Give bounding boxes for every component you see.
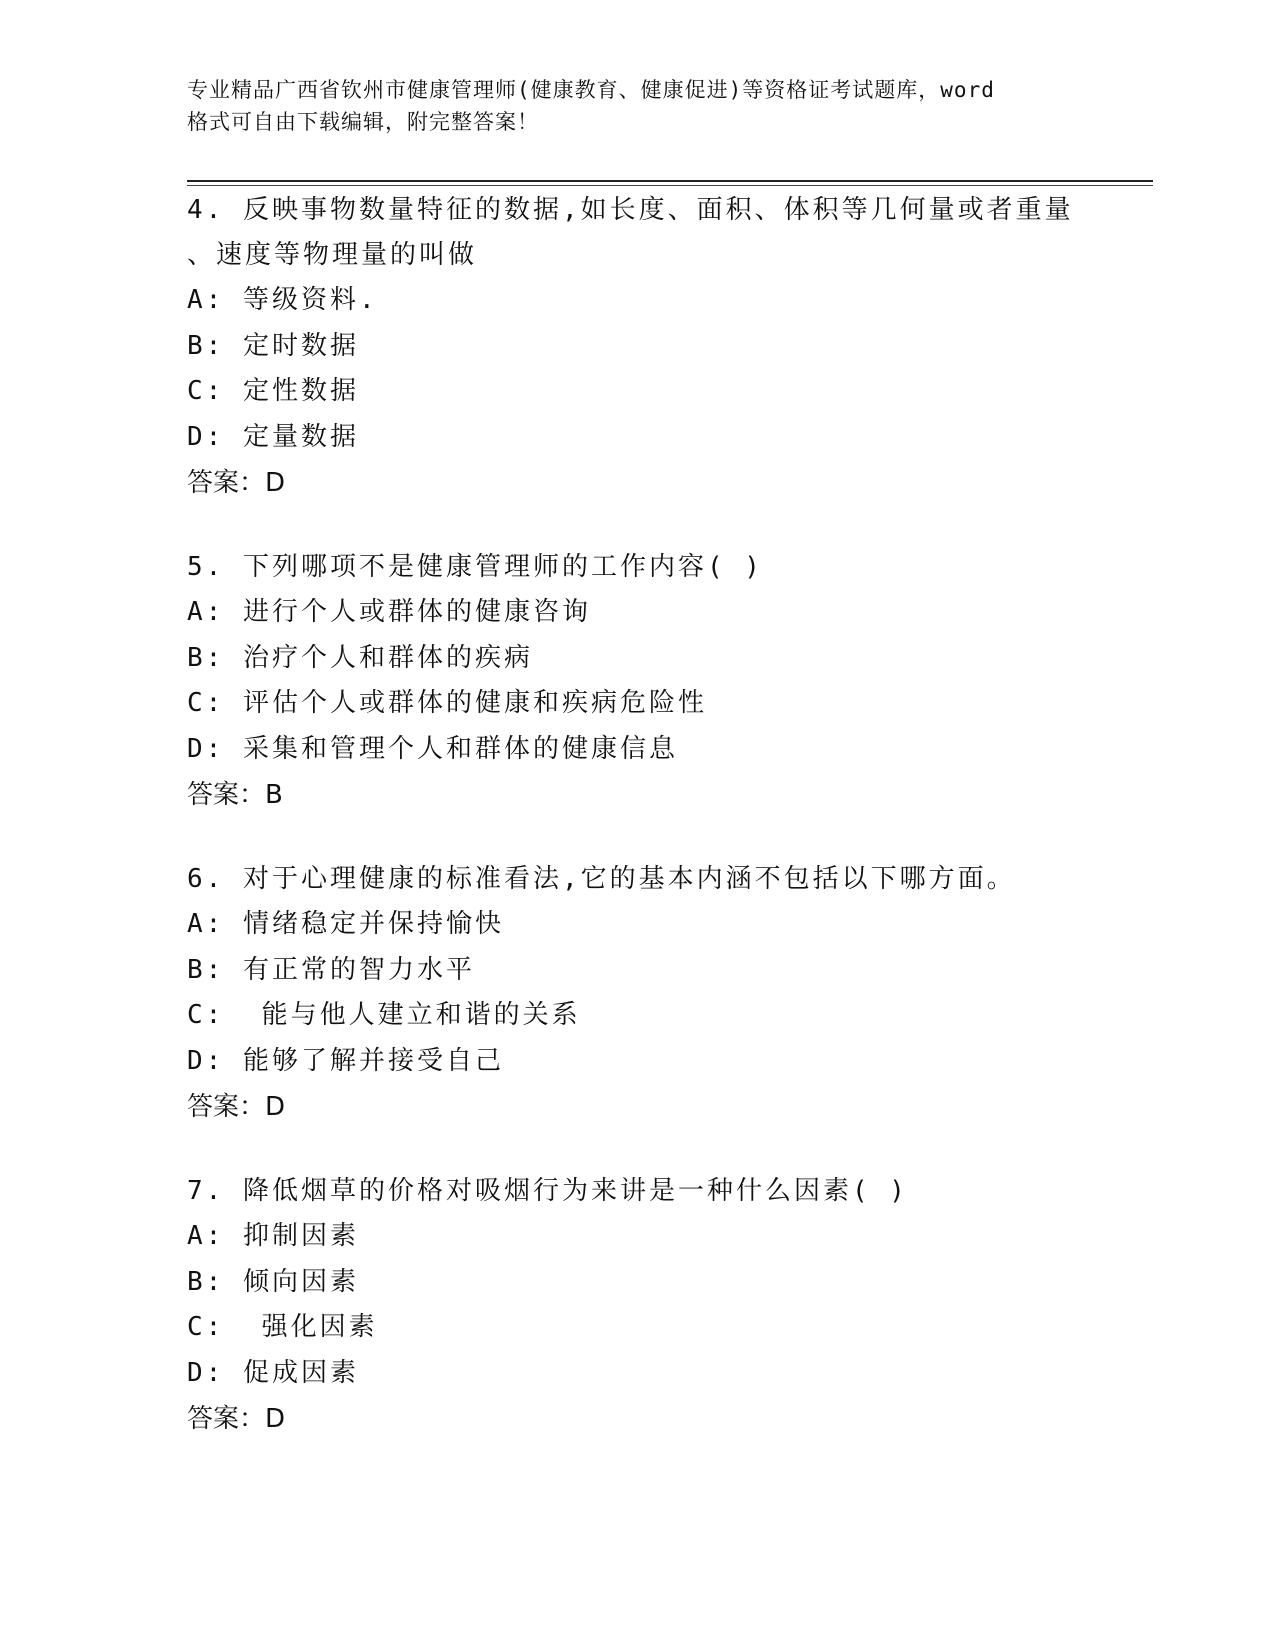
option-d: D: 定量数据 [187,421,359,452]
option-b: B: 治疗个人和群体的疾病 [187,642,533,673]
header-divider-thin [187,185,1153,186]
question-7 [187,1169,1147,1442]
answer: 答案：B [187,780,283,810]
question-stem-line-1: 7. 降低烟草的价格对吸烟行为来讲是一种什么因素( ) [187,1176,908,1206]
question-stem-line-1: 6. 对于心理健康的标准看法,它的基本内涵不包括以下哪方面。 [187,864,1016,894]
option-a: A: 抑制因素 [187,1221,359,1251]
option-d: D: 促成因素 [187,1357,359,1388]
option-b: B: 有正常的智力水平 [187,954,475,985]
answer: 答案：D [187,1092,286,1122]
question-stem-line-1: 5. 下列哪项不是健康管理师的工作内容( ) [187,552,763,582]
option-b: B: 定时数据 [187,330,359,361]
document-header [187,74,1087,138]
option-a: A: 进行个人或群体的健康咨询 [187,597,591,627]
question-stem-line-2: 、速度等物理量的叫做 [187,240,478,270]
option-c: C: 能与他人建立和谐的关系 [187,1000,581,1030]
option-c: C: 定性数据 [187,376,359,406]
option-d: D: 采集和管理个人和群体的健康信息 [187,733,678,764]
question-6 [187,857,1147,1130]
header-divider-thick [187,180,1153,182]
question-5 [187,545,1147,818]
header-line-1: 专业精品广西省钦州市健康管理师(健康教育、健康促进)等资格证考试题库，word [187,78,995,102]
header-line-2: 格式可自由下载编辑，附完整答案！ [187,110,539,134]
option-c: C: 评估个人或群体的健康和疾病危险性 [187,688,707,718]
question-list [187,188,1147,1481]
answer: 答案：D [187,1404,286,1434]
question-4 [187,188,1147,506]
answer: 答案：D [187,468,286,498]
option-d: D: 能够了解并接受自己 [187,1045,504,1076]
option-c: C: 强化因素 [187,1312,378,1342]
option-b: B: 倾向因素 [187,1266,359,1297]
question-stem-line-1: 4. 反映事物数量特征的数据,如长度、面积、体积等几何量或者重量 [187,195,1074,225]
option-a: A: 情绪稳定并保持愉快 [187,909,504,939]
option-a: A: 等级资料. [187,285,378,315]
